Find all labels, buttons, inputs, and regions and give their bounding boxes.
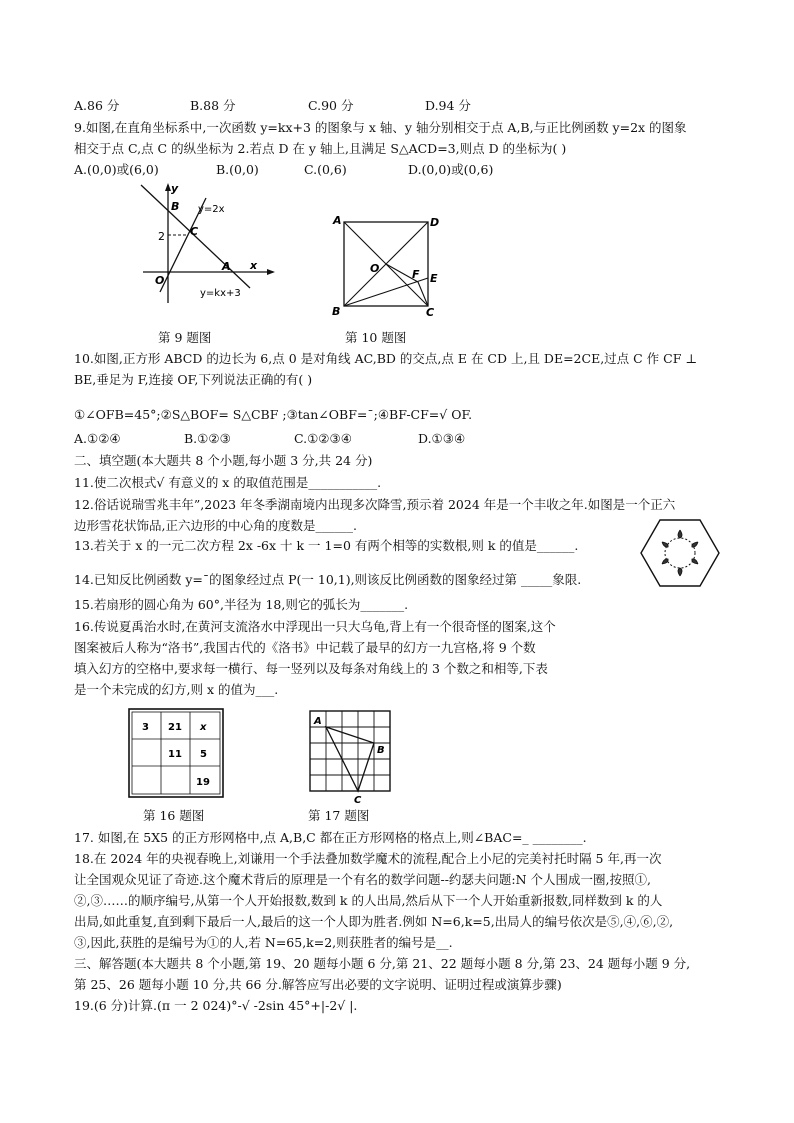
label-a: A	[314, 716, 322, 727]
cell-r3-c3: 19	[196, 777, 210, 788]
label-o: O	[155, 274, 165, 287]
q13: 13.若关于 x 的一元二次方程 2x -6x 十 k 一 1=0 有两个相等的实数根,则 k 的值是______.	[74, 538, 579, 553]
cell-r2-c2: 11	[168, 749, 182, 760]
snowflake-hexagon-figure	[640, 518, 720, 588]
q10-option-d: D.①③④	[418, 431, 466, 446]
figure-16-caption: 第 16 题图	[143, 808, 205, 823]
label-a: A	[222, 260, 231, 273]
hexagon-outline	[641, 520, 719, 586]
label-e: E	[430, 272, 438, 285]
q11: 11.使二次根式√ 有意义的 x 的取值范围是___________.	[74, 475, 382, 490]
q17: 17. 如图,在 5X5 的正方形网格中,点 A,B,C 都在正方形网格的格点上,则∠BAC=_ ________.	[74, 830, 587, 845]
q8-option-d: D.94 分	[425, 98, 471, 113]
q9-option-c: C.(0,6)	[304, 162, 347, 177]
q18-line-2: 让全国观众见证了奇迹.这个魔术背后的原理是一个有名的数学问题--约瑟夫问题:N 个人围成一圈,按照①,	[74, 872, 651, 887]
q15: 15.若扇形的圆心角为 60°,半径为 18,则它的弧长为_______.	[74, 597, 409, 612]
cell-r1-c1: 3	[142, 722, 149, 733]
label-y-2x: y=2x	[198, 204, 225, 215]
q8-option-a: A.86 分	[74, 98, 120, 113]
figure-9-caption: 第 9 题图	[158, 330, 212, 345]
label-a: A	[333, 214, 342, 227]
label-f: F	[412, 268, 420, 281]
label-2: 2	[158, 230, 165, 243]
q16-line-2: 图案被后人称为“洛书”,我国古代的《洛书》中记载了最早的幻方一九宫格,将 9 个数	[74, 640, 536, 655]
cell-r1-c3: x	[200, 722, 207, 733]
q9-option-b: B.(0,0)	[216, 162, 259, 177]
x-axis-arrow	[267, 269, 275, 275]
segment-cf	[418, 282, 428, 306]
q19: 19.(6 分)计算.(π 一 2 024)°-√ -2sin 45°+|-2√ |.	[74, 998, 358, 1013]
label-d: D	[430, 216, 440, 229]
q16-line-1: 16.传说夏禹治水时,在黄河支流洛水中浮现出一只大乌龟,背上有一个很奇怪的图案,这个	[74, 619, 556, 634]
label-o: O	[370, 262, 380, 275]
q9-option-a: A.(0,0)或(6,0)	[74, 162, 159, 177]
figure-10-caption: 第 10 题图	[345, 330, 407, 345]
q12-line-1: 12.俗话说瑞雪兆丰年”,2023 年冬季湖南境内出现多次降雪,预示着 2024 年是一个丰收之年.如图是一个正六	[74, 497, 676, 512]
q14: 14.已知反比例函数 y=¯的图象经过点 P(一 10,1),则该反比例函数的图象经过第 _____象限.	[74, 572, 582, 587]
section-2-heading: 二、填空题(本大题共 8 个小题,每小题 3 分,共 24 分)	[74, 453, 373, 468]
label-b: B	[171, 200, 180, 213]
q12-line-2: 边形雪花状饰品,正六边形的中心角的度数是______.	[74, 518, 357, 533]
q18-line-4: 出局,如此重复,直到剩下最后一人,最后的这一个人即为胜者.例如 N=6,k=5,出局人的编号依次是⑤,④,⑥,②,	[74, 914, 674, 929]
q18-line-5: ③,因此,获胜的是编号为①的人,若 N=65,k=2,则获胜者的编号是__.	[74, 935, 453, 950]
snowflake-petals	[662, 530, 698, 576]
q16-line-4: 是一个未完成的幻方,则 x 的值为___.	[74, 682, 279, 697]
q8-option-c: C.90 分	[308, 98, 354, 113]
figure-10	[330, 212, 440, 317]
magic-square	[128, 708, 224, 798]
inner-ring	[665, 538, 695, 568]
label-b: B	[377, 745, 385, 756]
label-x: x	[250, 259, 258, 272]
cell-r1-c2: 21	[168, 722, 182, 733]
figure-17-caption: 第 17 题图	[308, 808, 370, 823]
cell-r2-c3: 5	[200, 749, 207, 760]
section-3-line-2: 第 25、26 题每小题 10 分,共 66 分.解答应写出必要的文字说明、证明过程或演算步骤)	[74, 977, 562, 992]
label-y-kx-3: y=kx+3	[200, 288, 241, 299]
q18-line-1: 18.在 2024 年的央视春晚上,刘谦用一个手法叠加数学魔术的流程,配合上小尼的完美衬托时隔 5 年,再一次	[74, 851, 662, 866]
q10-option-c: C.①②③④	[294, 431, 352, 446]
figure-9	[138, 180, 278, 305]
q18-line-3: ②,③……的顺序编号,从第一个人开始报数,数到 k 的人出局,然后从下一个人开始重新报数,同样数到 k 的人	[74, 893, 663, 908]
segment-be	[344, 278, 428, 306]
q10-line-1: 10.如图,正方形 ABCD 的边长为 6,点 0 是对角线 AC,BD 的交点,点 E 在 CD 上,且 DE=2CE,过点 C 作 CF ⊥	[74, 351, 698, 366]
section-3-line-1: 三、解答题(本大题共 8 个小题,第 19、20 题每小题 6 分,第 21、22 题每小题 8 分,第 23、24 题每小题 9 分,	[74, 956, 691, 971]
label-c: C	[354, 795, 362, 806]
label-b: B	[332, 305, 341, 317]
q9-line-1: 9.如图,在直角坐标系中,一次函数 y=kx+3 的图象与 x 轴、y 轴分别相交于点 A,B,与正比例函数 y=2x 的图象	[74, 120, 687, 135]
label-y: y	[171, 182, 179, 195]
q16-line-3: 填入幻方的空格中,要求每一横行、每一竖列以及每条对角线上的 3 个数之和相等,下表	[74, 661, 548, 676]
q10-option-b: B.①②③	[184, 431, 231, 446]
label-c: C	[190, 225, 199, 238]
q9-option-d: D.(0,0)或(0,6)	[408, 162, 494, 177]
q10-option-a: A.①②④	[74, 431, 121, 446]
q9-line-2: 相交于点 C,点 C 的纵坐标为 2.若点 D 在 y 轴上,且满足 S△ACD=3,则点 D 的坐标为( )	[74, 141, 567, 156]
label-c: C	[426, 306, 435, 317]
q8-option-b: B.88 分	[190, 98, 236, 113]
q10-line-3: ①∠OFB=45°;②S△BOF= S△CBF ;③tan∠OBF=¯;④BF-CF=√ OF.	[74, 407, 473, 422]
figure-17	[305, 708, 395, 808]
q10-line-2: BE,垂足为 F,连接 OF,下列说法正确的有( )	[74, 372, 313, 387]
